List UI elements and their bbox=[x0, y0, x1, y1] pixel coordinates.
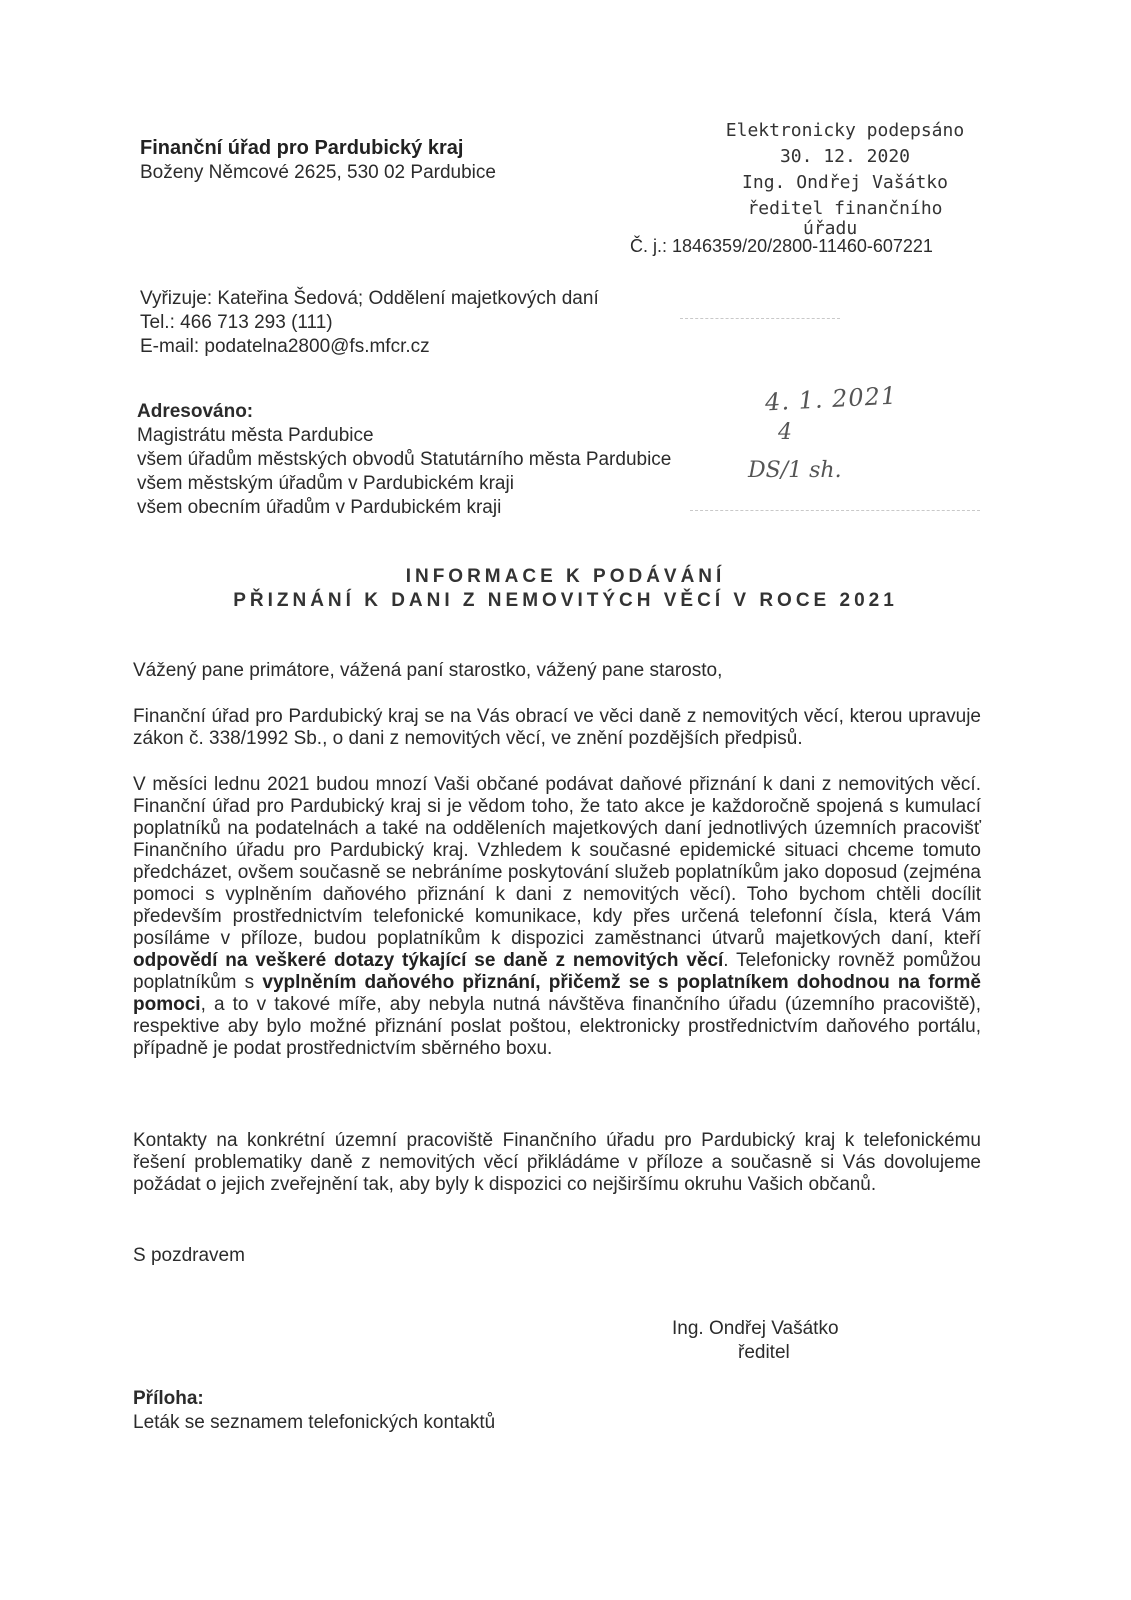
attachment-heading: Příloha: bbox=[133, 1388, 204, 1409]
addressee-4: všem obecním úřadům v Pardubickém kraji bbox=[137, 497, 502, 518]
esign-line-4: ředitel finančního bbox=[747, 198, 943, 219]
reference-number: Č. j.: 1846359/20/2800-11460-607221 bbox=[630, 236, 933, 256]
document-title-line-2: PŘIZNÁNÍ K DANI Z NEMOVITÝCH VĚCÍ V ROCE 2021 bbox=[233, 590, 898, 611]
paragraph-1: Finanční úřad pro Pardubický kraj se na Vás obrací ve věci daně z nemovitých věcí, kterou upravuje zákon č. 338/1992 Sb., o dani z nemovitých věcí, ve znění pozdějších předpisů. bbox=[133, 706, 981, 749]
signatory-role: ředitel bbox=[738, 1342, 790, 1363]
contact-email: E-mail: podatelna2800@fs.mfcr.cz bbox=[140, 336, 430, 357]
paragraph-2-part-e: , a to v takové míře, aby nebyla nutná návštěva finančního úřadu (územního pracoviště), respektive aby bylo možné přiznání poslat poštou, elektronicky prostřednictvím daňového portálu, případně je podat prostřednictvím sběrného boxu. bbox=[133, 994, 981, 1059]
handwritten-initials: DS/1 sh. bbox=[748, 458, 842, 483]
paragraph-2-bold-1: odpovědí na veškeré dotazy týkající se daně z nemovitých věcí bbox=[133, 950, 724, 971]
contact-handler: Vyřizuje: Kateřina Šedová; Oddělení majetkových daní bbox=[140, 288, 599, 309]
paragraph-2 bbox=[133, 774, 981, 1060]
contact-phone: Tel.: 466 713 293 (111) bbox=[140, 312, 333, 333]
electronic-signature bbox=[700, 118, 990, 222]
esign-line-1: Elektronicky podepsáno bbox=[725, 120, 965, 141]
signatory-name: Ing. Ondřej Vašátko bbox=[672, 1318, 839, 1339]
addressed-heading: Adresováno: bbox=[137, 401, 254, 422]
closing: S pozdravem bbox=[133, 1245, 245, 1266]
stamp-border-top bbox=[680, 318, 840, 319]
esign-line-5: úřadu bbox=[803, 218, 858, 239]
addressee-2: všem úřadům městských obvodů Statutárního města Pardubice bbox=[137, 449, 672, 470]
document-title-line-1: INFORMACE K PODÁVÁNÍ bbox=[405, 566, 726, 587]
sender-address: Boženy Němcové 2625, 530 02 Pardubice bbox=[140, 162, 496, 183]
paragraph-2-part-c: . Telefonicky rovněž pomůžou poplatníkům s bbox=[133, 950, 981, 993]
paragraph-2-part-a: V měsíci lednu 2021 budou mnozí Vaši občané podávat daňové přiznání k dani z nemovitých věcí. Finanční úřad pro Pardubický kraj si je vědom toho, že tato akce je každoročně spojená s kumulací poplatníků na podatelnách a také na odděleních majetkových daní jednotlivých územních pracovišť Finančního úřadu pro Pardubický kraj. Vzhledem k současné epidemické situaci chceme tomuto předcházet, ovšem současně se nebráníme poskytování služeb poplatníkům jako doposud (zejména pomoci s vyplněním daňového přiznání k dani z nemovitých věcí). Toho bychom chtěli docílit především prostřednictvím telefonické komunikace, kdy přes určená telefonní čísla, která Vám posíláme v příloze, budou poplatníkům k dispozici zaměstnanci útvarů majetkových daní, kteří bbox=[133, 774, 981, 949]
attachment-block bbox=[133, 1387, 495, 1435]
handwritten-count: 4 bbox=[778, 420, 792, 445]
signature-block bbox=[672, 1317, 839, 1365]
handwritten-received-date: 4. 1. 2021 bbox=[764, 381, 898, 417]
esign-line-3: Ing. Ondřej Vašátko bbox=[742, 172, 948, 193]
greeting: Vážený pane primátore, vážená paní starostko, vážený pane starosto, bbox=[133, 660, 723, 681]
contact-block bbox=[140, 287, 599, 359]
addressed-block bbox=[137, 400, 671, 520]
attachment-item: Leták se seznamem telefonických kontaktů bbox=[133, 1412, 496, 1433]
stamp-border-bottom bbox=[690, 510, 980, 511]
paragraph-3: Kontakty na konkrétní územní pracoviště Finančního úřadu pro Pardubický kraj k telefonickému řešení problematiky daně z nemovitých věcí přikládáme v příloze a současně si Vás dovolujeme požádat o jejich zveřejnění tak, aby byly k dispozici co nejširšímu okruhu Vašich občanů. bbox=[133, 1130, 981, 1195]
esign-line-2: 30. 12. 2020 bbox=[779, 146, 911, 167]
sender-name: Finanční úřad pro Pardubický kraj bbox=[140, 137, 464, 159]
addressee-3: všem městským úřadům v Pardubickém kraji bbox=[137, 473, 514, 494]
paragraph-2-bold-2: vyplněním daňového přiznání, přičemž se s poplatníkem dohodnou na formě pomoci bbox=[133, 972, 981, 1015]
addressee-1: Magistrátu města Pardubice bbox=[137, 425, 374, 446]
